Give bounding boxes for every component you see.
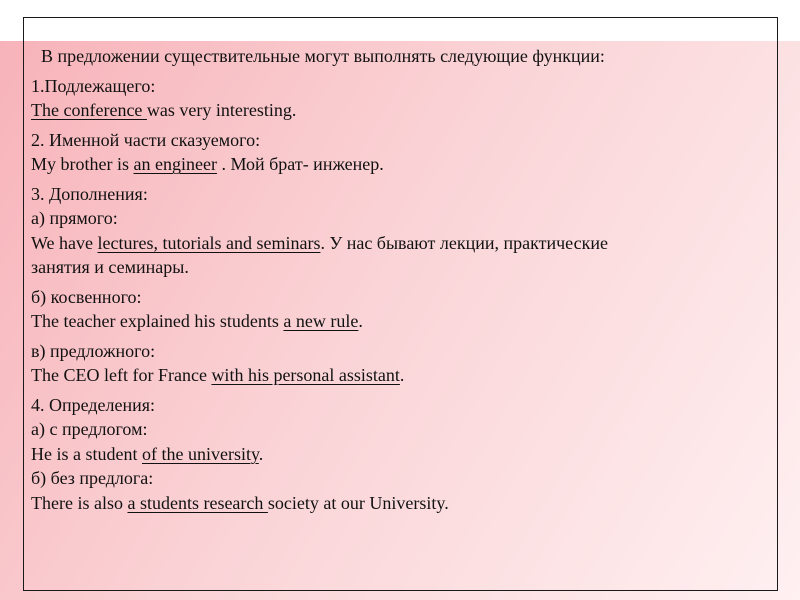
section-object-indirect-example — [31, 309, 761, 334]
section-predicative-example — [31, 152, 761, 177]
section-object — [31, 182, 761, 280]
section-object-indirect — [31, 285, 761, 334]
example-text: He is a student — [31, 443, 142, 464]
example-text: . Мой брат- инженер. — [216, 154, 384, 174]
example-text: The CEO left for France — [31, 365, 212, 385]
underlined-example: of the university — [141, 443, 259, 464]
section-attribute-without-prep-heading: б) без предлога: — [31, 468, 154, 488]
underlined-example: a students research — [127, 492, 268, 513]
section-subject-example — [31, 98, 761, 123]
section-object-direct-example — [31, 231, 761, 256]
example-text: My brother is — [31, 154, 134, 174]
section-attribute-with-prep-example — [31, 442, 761, 467]
underlined-example: The conference — [31, 100, 147, 120]
section-subject — [31, 74, 761, 123]
section-object-prepositional-heading: в) предложного: — [31, 340, 156, 361]
section-object-prepositional-example — [31, 363, 761, 388]
example-text: was very interesting. — [146, 100, 297, 120]
section-predicative-heading: 2. Именной части сказуемого: — [31, 129, 261, 150]
section-subject-heading: 1.Подлежащего: — [31, 75, 156, 96]
section-object-heading: 3. Дополнения: — [31, 183, 148, 204]
example-text: society at our University. — [267, 492, 449, 513]
section-predicative — [31, 128, 761, 177]
example-text: The teacher explained his students — [31, 311, 284, 331]
section-object-indirect-heading: б) косвенного: — [31, 286, 142, 307]
section-attribute-without-prep-example — [31, 491, 761, 516]
example-text: There is also — [31, 492, 128, 513]
example-text: . — [358, 311, 363, 331]
underlined-example: an engineer — [133, 154, 217, 174]
underlined-example: with his personal assistant — [211, 365, 400, 385]
section-object-direct-heading: а) прямого: — [31, 208, 118, 228]
section-attribute-with-prep-heading: а) с предлогом: — [31, 419, 148, 439]
underlined-example: lectures, tutorials and seminars — [97, 232, 321, 253]
section-object-prepositional — [31, 339, 761, 388]
example-text: . — [258, 443, 264, 464]
section-attribute-heading: 4. Определения: — [31, 394, 156, 415]
slide-title-paragraph — [31, 44, 761, 69]
section-object-direct-example-cont: занятия и семинары. — [31, 257, 189, 277]
example-text: We have — [31, 232, 98, 253]
slide-content — [31, 44, 761, 515]
slide-title: В предложении существительные могут выполнять следующие функции: — [41, 46, 605, 66]
example-text: . — [399, 365, 405, 385]
underlined-example: a new rule — [283, 311, 359, 331]
example-text: . У нас бывают лекции, практические — [320, 232, 608, 253]
section-attribute — [31, 393, 761, 516]
